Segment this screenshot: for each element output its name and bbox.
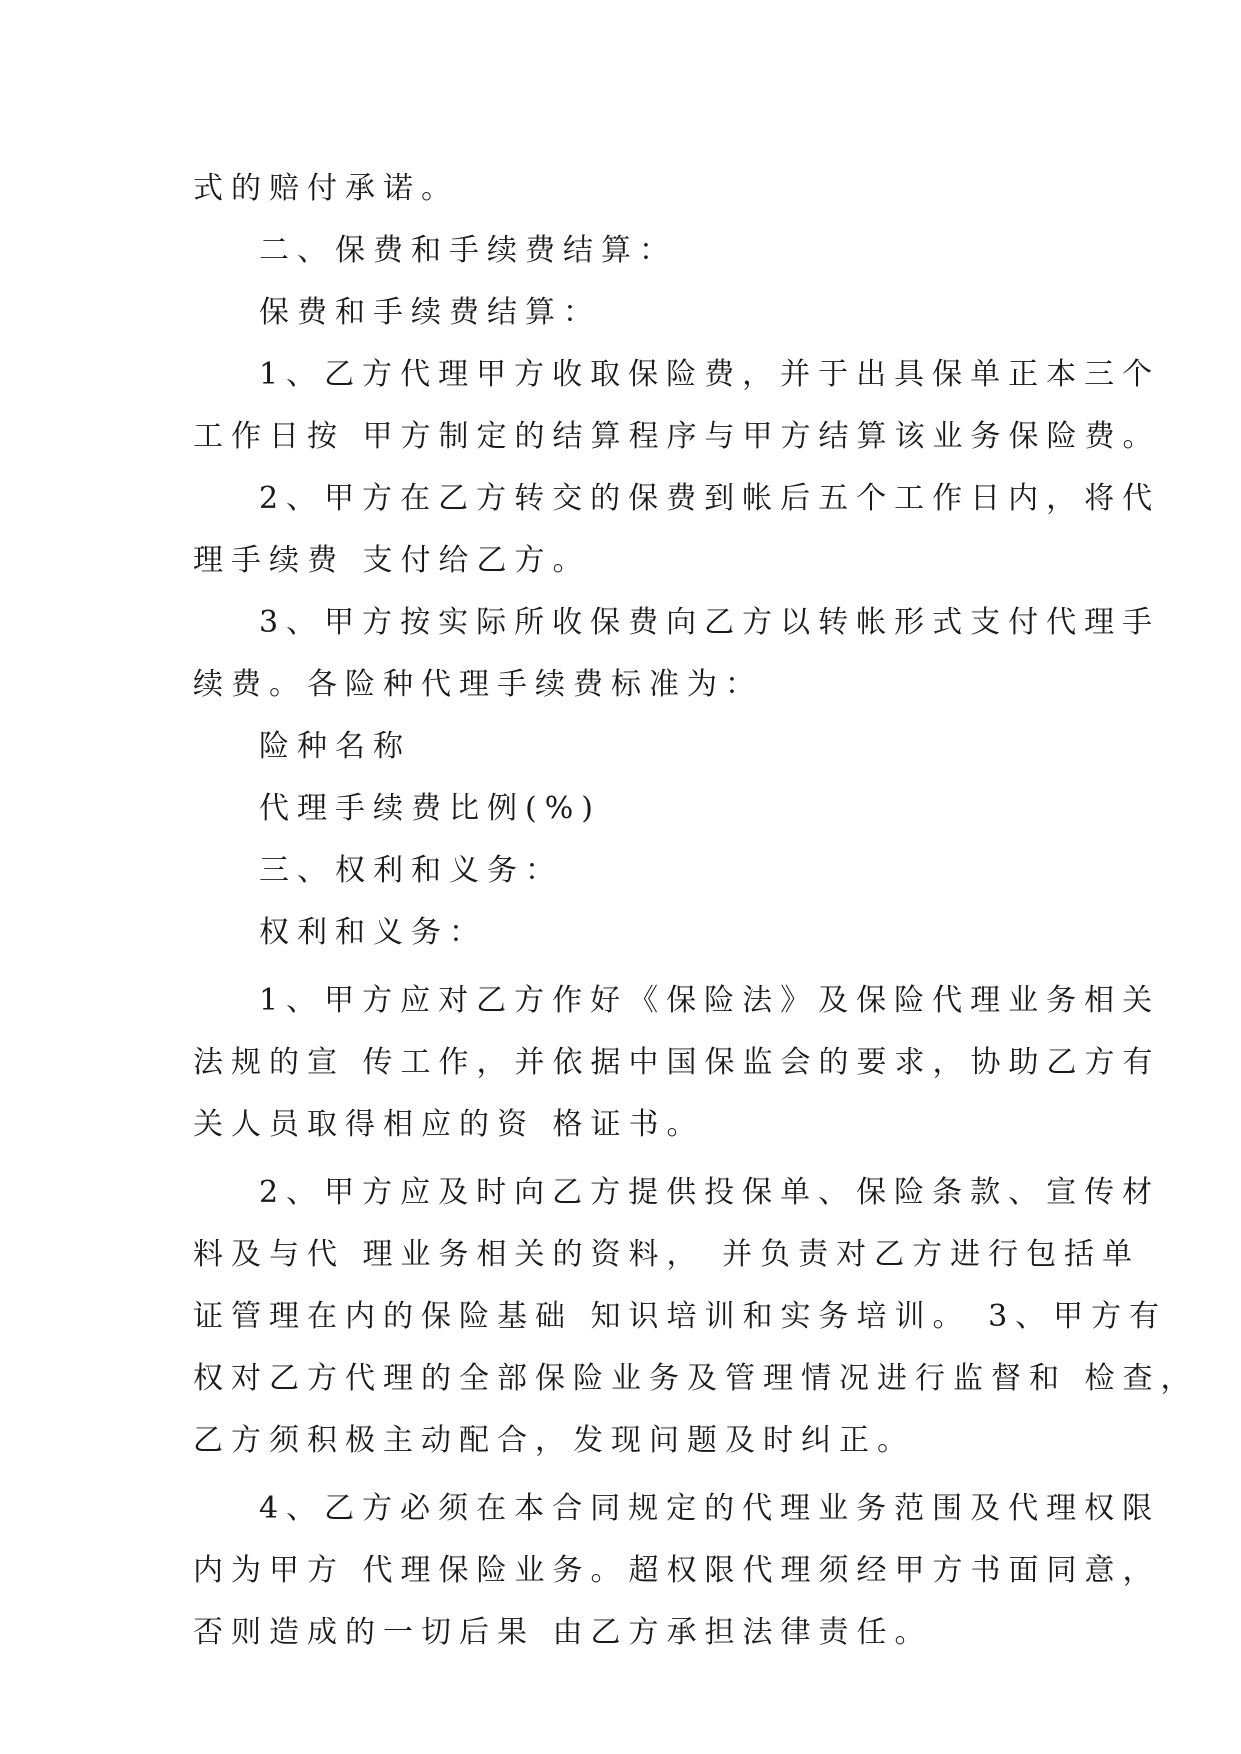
clause-line: 1、甲方应对乙方作好《保险法》及保险代理业务相关 <box>259 983 1161 1018</box>
subsection-heading: 保费和手续费结算： <box>259 295 601 330</box>
text-line: 乙方须积极主动配合，发现问题及时纠正。 <box>193 1423 915 1458</box>
text-line: 料及与代 理业务相关的资料， 并负责对乙方进行包括单 <box>193 1237 1141 1272</box>
text-line: 内为甲方 代理保险业务。超权限代理须经甲方书面同意， <box>193 1553 1161 1588</box>
text-line: 式的赔付承诺。 <box>193 171 459 206</box>
table-header-insurance-type: 险种名称 <box>259 729 411 764</box>
document-body <box>193 158 1199 1664</box>
section-heading: 三、权利和义务： <box>259 853 563 888</box>
text-line: 续费。各险种代理手续费标准为： <box>193 667 763 702</box>
clause-line: 2、甲方应及时向乙方提供投保单、保险条款、宣传材 <box>259 1175 1161 1210</box>
clause-line: 2、甲方在乙方转交的保费到帐后五个工作日内，将代 <box>259 481 1161 516</box>
clause-line: 1、乙方代理甲方收取保险费，并于出具保单正本三个 <box>259 357 1161 392</box>
text-line: 关人员取得相应的资 格证书。 <box>193 1107 705 1142</box>
text-line: 工作日按 甲方制定的结算程序与甲方结算该业务保险费。 <box>193 419 1161 454</box>
clause-line: 4、乙方必须在本合同规定的代理业务范围及代理权限 <box>259 1491 1161 1526</box>
text-line: 否则造成的一切后果 由乙方承担法律责任。 <box>193 1615 933 1650</box>
text-line: 证管理在内的保险基础 知识培训和实务培训。 3、甲方有 <box>193 1299 1168 1334</box>
text-line: 理手续费 支付给乙方。 <box>193 543 591 578</box>
text-line: 权对乙方代理的全部保险业务及管理情况进行监督和 检查， <box>193 1361 1199 1396</box>
section-heading: 二、保费和手续费结算： <box>259 233 677 268</box>
table-header-commission-rate: 代理手续费比例(%) <box>259 791 601 826</box>
clause-line: 3、甲方按实际所收保费向乙方以转帐形式支付代理手 <box>259 605 1161 640</box>
text-line: 法规的宣 传工作，并依据中国保监会的要求，协助乙方有 <box>193 1045 1161 1080</box>
subsection-heading: 权利和义务： <box>259 915 487 950</box>
